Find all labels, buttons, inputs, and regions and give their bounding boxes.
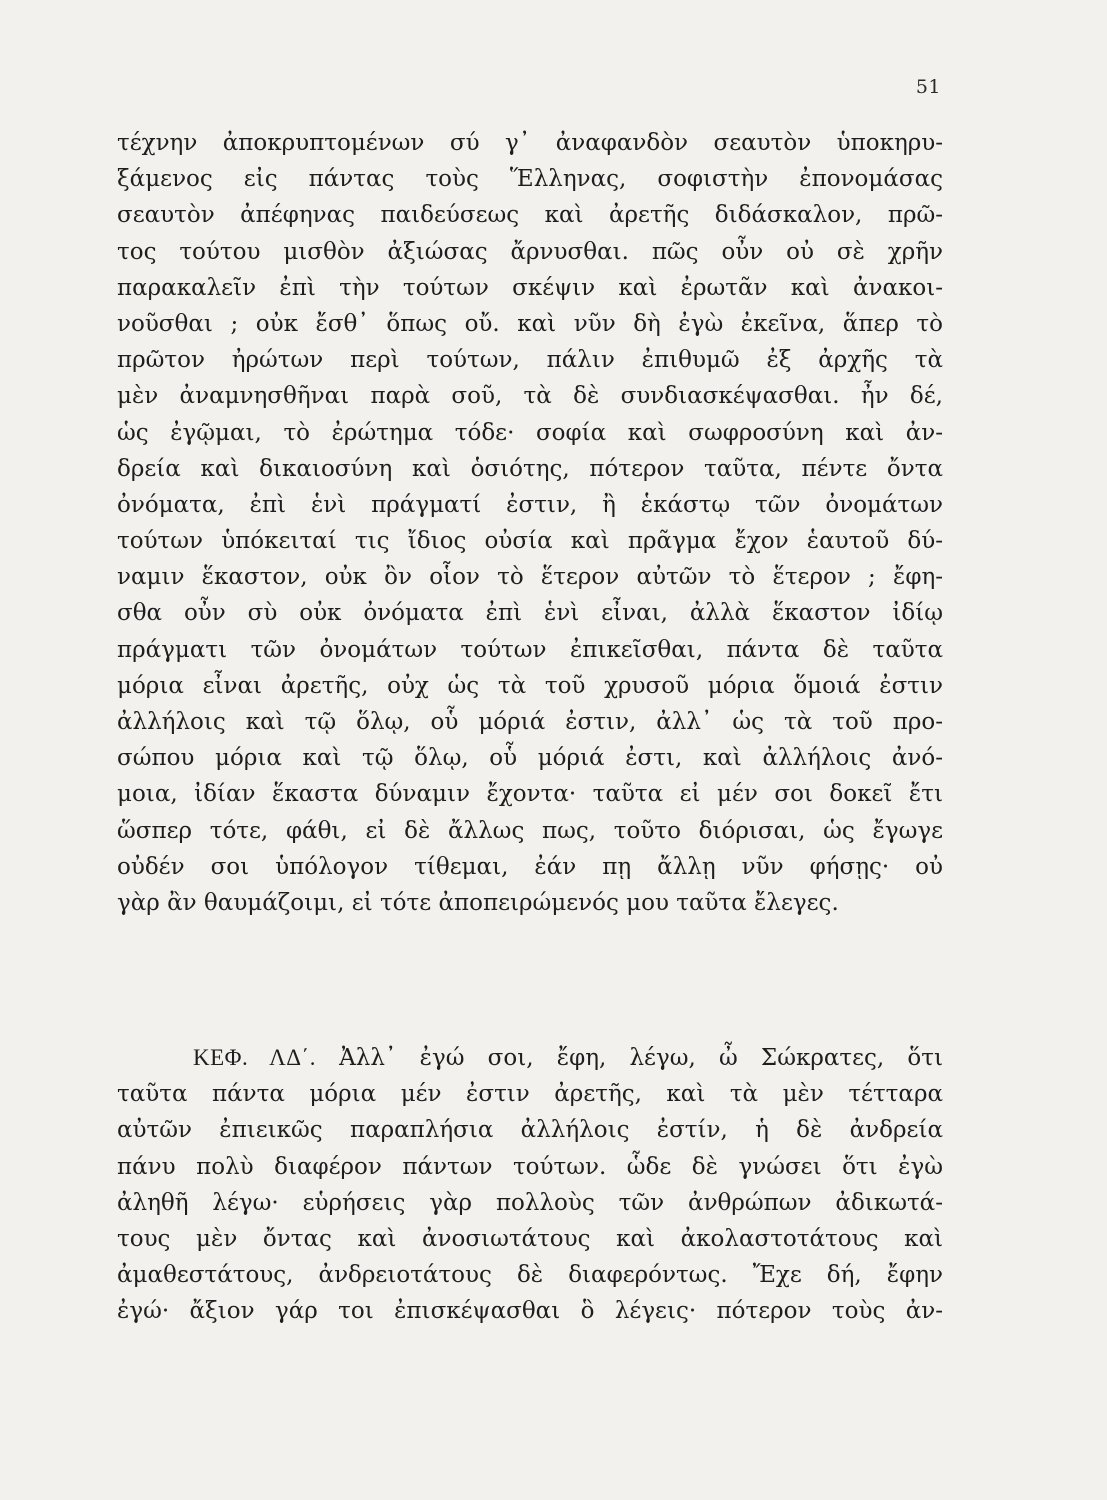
text-line: σώπου μόρια καὶ τῷ ὅλῳ, οὗ μόριά ἐστι, καὶ ἀλλήλοις ἀνό-: [117, 745, 943, 772]
text-line: ὡς ἐγῷμαι, τὸ ἐρώτημα τόδε· σοφία καὶ σωφροσύνη καὶ ἀν-: [117, 419, 943, 446]
text-line: ναμιν ἕκαστον, οὐκ ὂν οἷον τὸ ἕτερον αὐτῶν τὸ ἕτερον ; ἔφη-: [117, 564, 943, 591]
chapter-heading: ΚΕΦ. ΛΔ΄.: [193, 1045, 316, 1070]
text-line: τος τούτου μισθὸν ἀξιώσας ἄρνυσθαι. πῶς οὖν οὐ σὲ χρῆν: [117, 238, 943, 265]
text-line: ὥσπερ τότε, φάθι, εἰ δὲ ἄλλως πως, τοῦτο διόρισαι, ὡς ἔγωγε: [117, 817, 943, 844]
text-line: μόρια εἶναι ἀρετῆς, οὐχ ὡς τὰ τοῦ χρυσοῦ μόρια ὅμοιά ἐστιν: [117, 672, 943, 699]
text-line: ἐγώ· ἄξιον γάρ τοι ἐπισκέψασθαι ὃ λέγεις· πότερον τοὺς ἀν-: [117, 1298, 943, 1325]
text-line: ξάμενος εἰς πάντας τοὺς Ἕλληνας, σοφιστὴν ἐπονομάσας: [117, 166, 943, 193]
chapter-first-line-text: Ἀλλ᾽ ἐγώ σοι, ἔφη, λέγω, ὦ Σώκρατες, ὅτι: [339, 1045, 943, 1071]
text-line: οὐδέν σοι ὑπόλογον τίθεμαι, ἐάν πῃ ἄλλῃ νῦν φήσῃς· οὐ: [117, 853, 943, 880]
page-number: 51: [915, 76, 941, 98]
text-line: ὀνόματα, ἐπὶ ἑνὶ πράγματί ἐστιν, ἢ ἑκάστῳ τῶν ὀνομάτων: [117, 491, 943, 518]
text-line: πράγματι τῶν ὀνομάτων τούτων ἐπικεῖσθαι, πάντα δὲ ταῦτα: [117, 636, 943, 663]
text-line: πρῶτον ἠρώτων περὶ τούτων, πάλιν ἐπιθυμῶ ἐξ ἀρχῆς τὰ: [117, 347, 943, 374]
text-line: τούτων ὑπόκειταί τις ἴδιος οὐσία καὶ πρᾶγμα ἔχον ἑαυτοῦ δύ-: [117, 528, 943, 555]
text-line: ταῦτα πάντα μόρια μέν ἐστιν ἀρετῆς, καὶ τὰ μὲν τέτταρα: [117, 1081, 943, 1108]
text-line-last: γὰρ ἂν θαυμάζοιμι, εἰ τότε ἀποπειρώμενός μου ταῦτα ἔλεγες.: [117, 889, 839, 916]
text-line: σεαυτὸν ἀπέφηνας παιδεύσεως καὶ ἀρετῆς διδάσκαλον, πρῶ-: [117, 202, 943, 229]
text-line: ἀλλήλοις καὶ τῷ ὅλῳ, οὗ μόριά ἐστιν, ἀλλ᾽ ὡς τὰ τοῦ προ-: [117, 709, 943, 735]
text-line: μοια, ἰδίαν ἕκαστα δύναμιν ἔχοντα· ταῦτα εἰ μέν σοι δοκεῖ ἔτι: [117, 781, 943, 808]
text-line: μὲν ἀναμνησθῆναι παρὰ σοῦ, τὰ δὲ συνδιασκέψασθαι. ἦν δέ,: [117, 383, 943, 410]
text-line: αὐτῶν ἐπιεικῶς παραπλήσια ἀλλήλοις ἐστίν, ἡ δὲ ἀνδρεία: [117, 1117, 943, 1144]
text-line: πάνυ πολὺ διαφέρον πάντων τούτων. ὧδε δὲ γνώσει ὅτι ἐγὼ: [117, 1153, 943, 1180]
paragraph-1: [117, 125, 943, 921]
text-line: ἀληθῆ λέγω· εὑρήσεις γὰρ πολλοὺς τῶν ἀνθρώπων ἀδικωτά-: [117, 1189, 943, 1216]
text-line: δρεία καὶ δικαιοσύνη καὶ ὁσιότης, πότερον ταῦτα, πέντε ὄντα: [117, 455, 943, 482]
text-line: ἀμαθεστάτους, ἀνδρειοτάτους δὲ διαφερόντως. Ἔχε δή, ἔφην: [117, 1262, 943, 1289]
chapter-first-line: [117, 1040, 943, 1076]
paragraph-2: [117, 1040, 943, 1330]
text-line: τέχνην ἀποκρυπτομένων σύ γ᾽ ἀναφανδὸν σεαυτὸν ὑποκηρυ-: [117, 130, 943, 156]
text-line: νοῦσθαι ; οὐκ ἔσθ᾽ ὅπως οὔ. καὶ νῦν δὴ ἐγὼ ἐκεῖνα, ἅπερ τὸ: [117, 310, 943, 337]
text-line: τους μὲν ὄντας καὶ ἀνοσιωτάτους καὶ ἀκολαστοτάτους καὶ: [117, 1225, 943, 1252]
text-line: σθα οὖν σὺ οὐκ ὀνόματα ἐπὶ ἑνὶ εἶναι, ἀλλὰ ἕκαστον ἰδίῳ: [117, 600, 943, 627]
text-line: παρακαλεῖν ἐπὶ τὴν τούτων σκέψιν καὶ ἐρωτᾶν καὶ ἀνακοι-: [117, 274, 943, 301]
